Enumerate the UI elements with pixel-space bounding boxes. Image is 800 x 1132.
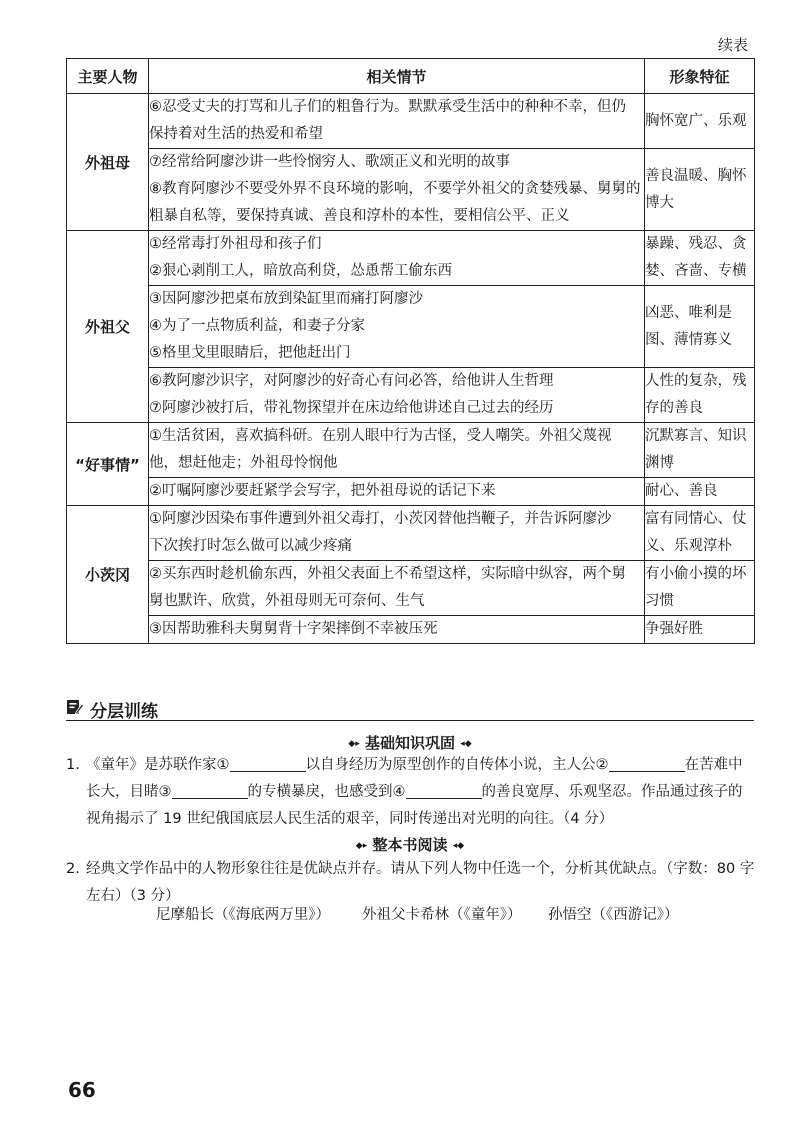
- person-grandfather: 外祖父: [67, 231, 149, 423]
- plot-line: ①经常毒打外祖母和孩子们: [149, 236, 322, 252]
- plot-cell: [149, 478, 645, 506]
- trait-cell: 善良温暖、胸怀博大: [645, 149, 755, 231]
- person-good-business: “好事情”: [67, 423, 149, 506]
- plot-line: 舅也默许、欣赏，外祖母则无可奈何、生气: [149, 593, 425, 609]
- option-sun-wukong: 孙悟空（《西游记》）: [548, 907, 679, 923]
- diamond-left-icon: ◆▸: [348, 739, 360, 749]
- table-row: [67, 368, 755, 423]
- plot-line: ⑦经常给阿廖沙讲一些怜悯穷人、歌颂正义和光明的故事: [149, 154, 510, 170]
- table-row: [67, 286, 755, 368]
- plot-line: ⑥教阿廖沙识字，对阿廖沙的好奇心有问必答，给他讲人生哲理: [149, 373, 554, 389]
- subhead-whole-book: [66, 834, 754, 855]
- diamond-right-icon: ◂◆: [452, 841, 465, 851]
- plot-line: ③因帮助雅科夫舅舅背十字架摔倒不幸被压死: [149, 621, 438, 637]
- diamond-left-icon: ◆▸: [355, 841, 368, 851]
- option-kashirin: 外祖父卡希林（《童年》）: [362, 907, 522, 923]
- plot-line: ④为了一点物质利益，和妻子分家: [149, 318, 365, 334]
- plot-line: ①生活贫困，喜欢搞科研。在别人眼中行为古怪，受人嘲笑。外祖父蔑视: [149, 428, 612, 444]
- table-row: [67, 231, 755, 286]
- header-trait: 形象特征: [645, 59, 755, 94]
- table-row: [67, 616, 755, 644]
- subhead-basic-knowledge: [66, 732, 754, 753]
- q1-text-5: 的善良宽厚、乐观坚忍。作品通过孩子的视角揭示了 19 世纪俄国底层人民生活的艰辛，同时传递出对光明的向往。（4 分）: [86, 784, 743, 827]
- plot-line: ①阿廖沙因染布事件遭到外祖父毒打，小茨冈替他挡鞭子，并告诉阿廖沙: [149, 511, 612, 527]
- person-grandmother: 外祖母: [67, 94, 149, 231]
- header-plot: 相关情节: [149, 59, 645, 94]
- q1-text-2: 以自身经历为原型创作的自传体小说，主人公②: [305, 757, 609, 773]
- table-header-row: [67, 59, 755, 94]
- trait-cell: 暴躁、残忍、贪婪、吝啬、专横: [645, 231, 755, 286]
- plot-line: ⑧教育阿廖沙不要受外界不良环境的影响，不要学外祖父的贪婪残暴、舅舅的: [149, 181, 641, 197]
- continued-label: 续表: [717, 36, 748, 54]
- plot-line: ②买东西时趁机偷东西，外祖父表面上不希望这样，实际暗中纵容，两个舅: [149, 566, 626, 582]
- answer-blank-1[interactable]: [230, 755, 306, 772]
- question-number: 1.: [66, 757, 80, 773]
- table-row: [67, 149, 755, 231]
- table-row: [67, 94, 755, 149]
- trait-cell: 争强好胜: [645, 616, 755, 644]
- plot-line: 粗暴自私等，要保持真诚、善良和淳朴的本性，要相信公平、正义: [149, 208, 570, 224]
- answer-blank-2[interactable]: [609, 755, 685, 772]
- question-number: 2.: [66, 861, 80, 877]
- trait-cell: 富有同情心、仗义、乐观淳朴: [645, 506, 755, 561]
- table-row: [67, 506, 755, 561]
- trait-cell: 耐心、善良: [645, 478, 755, 506]
- plot-cell: [149, 286, 645, 368]
- table-row: [67, 561, 755, 616]
- question-1: [66, 752, 756, 833]
- training-title: 分层训练: [90, 702, 158, 722]
- plot-line: 保持着对生活的热爱和希望: [149, 126, 323, 142]
- plot-cell: [149, 149, 645, 231]
- plot-line: ③因阿廖沙把桌布放到染缸里而痛打阿廖沙: [149, 291, 423, 307]
- q1-text-4: 的专横暴戾，也感受到④: [247, 784, 406, 800]
- question-body: 经典文学作品中的人物形象往往是优缺点并存。请从下列人物中任选一个，分析其优缺点。（字数：80 字左右）（3 分）: [86, 861, 755, 904]
- plot-line: 他，想赶他走；外祖母怜悯他: [149, 455, 338, 471]
- person-gypsy: 小茨冈: [67, 506, 149, 644]
- plot-cell: [149, 231, 645, 286]
- q1-text-3: 在苦难中长大，目睹③: [86, 757, 743, 800]
- plot-line: ⑦阿廖沙被打后，带礼物探望并在床边给他讲述自己过去的经历: [149, 400, 554, 416]
- trait-cell: 有小偷小摸的坏习惯: [645, 561, 755, 616]
- plot-line: 下次挨打时怎么做可以减少疼痛: [149, 538, 352, 554]
- plot-line: ⑥忍受丈夫的打骂和儿子们的粗鲁行为。默默承受生活中的种种不幸，但仍: [149, 99, 626, 115]
- pencil-note-icon: [66, 698, 84, 716]
- plot-cell: [149, 368, 645, 423]
- trait-cell: 胸怀宽广、乐观: [645, 94, 755, 149]
- character-table: [66, 58, 755, 644]
- trait-cell: 凶恶、唯利是图、薄情寡义: [645, 286, 755, 368]
- diamond-right-icon: ◂◆: [460, 739, 472, 749]
- plot-line: ⑤格里戈里眼睛后，把他赶出门: [149, 345, 351, 361]
- plot-cell: [149, 616, 645, 644]
- plot-cell: [149, 423, 645, 478]
- page-number: 66: [68, 1078, 96, 1102]
- table-row: [67, 478, 755, 506]
- answer-blank-3[interactable]: [172, 782, 248, 799]
- plot-line: ②狠心剥削工人，暗放高利贷，怂恿帮工偷东西: [149, 263, 452, 279]
- plot-cell: [149, 506, 645, 561]
- plot-cell: [149, 561, 645, 616]
- plot-cell: [149, 94, 645, 149]
- subhead-whole-book-label: 整本书阅读: [372, 836, 448, 854]
- trait-cell: 人性的复杂，残存的善良: [645, 368, 755, 423]
- table-row: [67, 423, 755, 478]
- training-section-bar: [66, 696, 754, 721]
- answer-blank-4[interactable]: [406, 782, 482, 799]
- trait-cell: 沉默寡言、知识渊博: [645, 423, 755, 478]
- question-2: [66, 856, 756, 910]
- question-body: [86, 752, 756, 833]
- option-nemo: 尼摩船长（《海底两万里》）: [156, 907, 330, 923]
- q1-text-1: 《童年》是苏联作家①: [86, 757, 230, 773]
- header-person: 主要人物: [67, 59, 149, 94]
- subhead-basic-label: 基础知识巩固: [364, 734, 455, 752]
- plot-line: ②叮嘱阿廖沙要赶紧学会写字，把外祖母说的话记下来: [149, 483, 496, 499]
